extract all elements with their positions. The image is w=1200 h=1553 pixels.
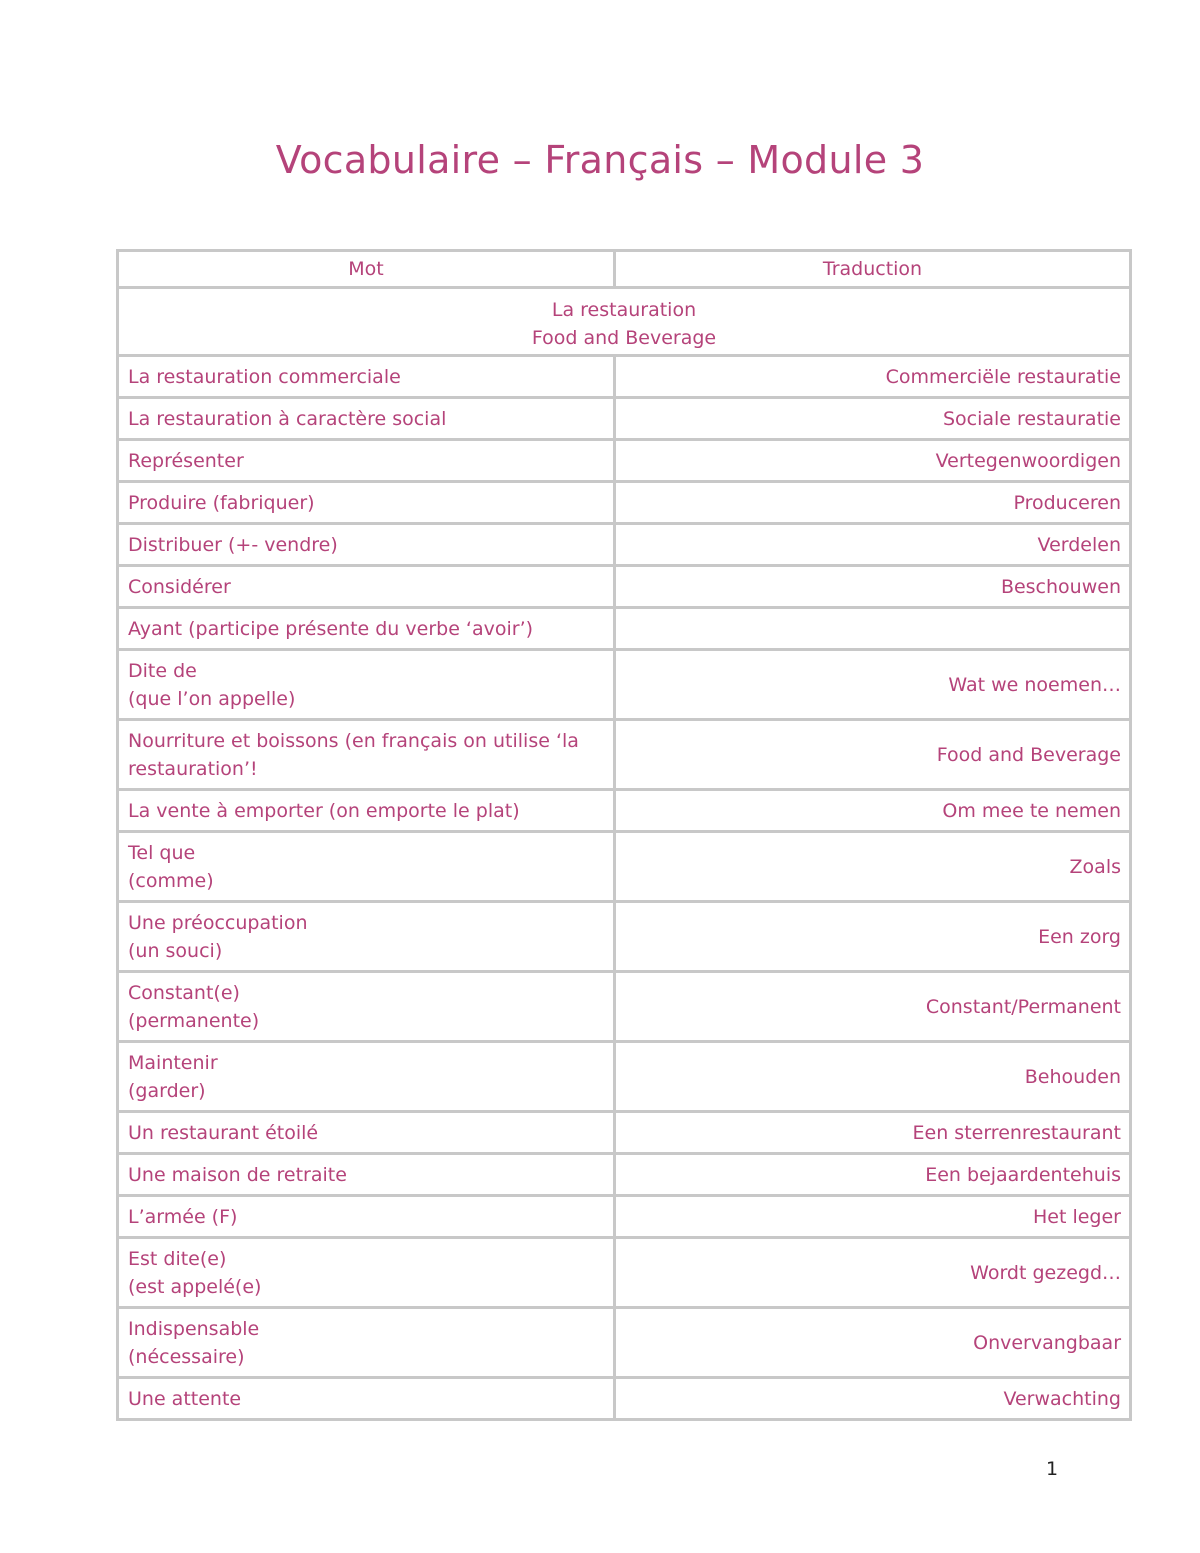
header-translation: Traduction <box>615 251 1131 288</box>
word-text: Considérer <box>128 575 231 598</box>
table-row <box>118 1154 1131 1196</box>
translation-cell: Onvervangbaar <box>615 1308 1131 1378</box>
translation-cell: Vertegenwoordigen <box>615 440 1131 482</box>
table-row <box>118 1196 1131 1238</box>
word-cell <box>118 720 615 790</box>
word-cell <box>118 972 615 1042</box>
word-cell <box>118 440 615 482</box>
word-text: Produire (fabriquer) <box>128 491 315 514</box>
word-text: (que l’on appelle) <box>128 687 296 710</box>
table-row <box>118 524 1131 566</box>
word-text: La vente à emporter (on emporte le plat) <box>128 799 520 822</box>
translation-cell: Een zorg <box>615 902 1131 972</box>
word-text: L’armée (F) <box>128 1205 238 1228</box>
word-cell <box>118 1112 615 1154</box>
translation-cell: Behouden <box>615 1042 1131 1112</box>
section-row <box>118 288 1131 356</box>
translation-cell: Beschouwen <box>615 566 1131 608</box>
translation-cell: Het leger <box>615 1196 1131 1238</box>
word-cell <box>118 790 615 832</box>
table-row <box>118 398 1131 440</box>
word-text: (permanente) <box>128 1009 260 1032</box>
table-row <box>118 482 1131 524</box>
translation-cell: Constant/Permanent <box>615 972 1131 1042</box>
translation-cell: Verdelen <box>615 524 1131 566</box>
word-text: restauration’! <box>128 757 258 780</box>
word-cell <box>118 1042 615 1112</box>
table-row <box>118 832 1131 902</box>
table-row <box>118 1112 1131 1154</box>
vocabulary-table <box>116 249 1132 1421</box>
translation-cell: Food and Beverage <box>615 720 1131 790</box>
translation-cell: Sociale restauratie <box>615 398 1131 440</box>
table-row <box>118 790 1131 832</box>
word-cell <box>118 398 615 440</box>
word-cell <box>118 524 615 566</box>
word-text: La restauration à caractère social <box>128 407 447 430</box>
word-cell <box>118 1154 615 1196</box>
header-word: Mot <box>118 251 615 288</box>
word-text: Nourriture et boissons (en français on utilise ‘la <box>128 729 579 752</box>
word-text: Dite de <box>128 659 197 682</box>
translation-cell <box>615 608 1131 650</box>
table-row <box>118 1378 1131 1420</box>
page-number: 1 <box>1046 1458 1059 1480</box>
translation-cell: Verwachting <box>615 1378 1131 1420</box>
word-cell <box>118 566 615 608</box>
word-text: Maintenir <box>128 1051 218 1074</box>
word-text: Constant(e) <box>128 981 240 1004</box>
word-cell <box>118 650 615 720</box>
word-text: Une préoccupation <box>128 911 308 934</box>
table-row <box>118 1308 1131 1378</box>
table-row <box>118 720 1131 790</box>
table-row <box>118 608 1131 650</box>
translation-cell: Een bejaardentehuis <box>615 1154 1131 1196</box>
translation-cell: Om mee te nemen <box>615 790 1131 832</box>
word-cell <box>118 608 615 650</box>
translation-cell: Een sterrenrestaurant <box>615 1112 1131 1154</box>
table-row <box>118 566 1131 608</box>
word-cell <box>118 1238 615 1308</box>
word-text: Représenter <box>128 449 244 472</box>
table-row <box>118 902 1131 972</box>
word-cell <box>118 1308 615 1378</box>
word-text: (est appelé(e) <box>128 1275 262 1298</box>
translation-cell: Zoals <box>615 832 1131 902</box>
table-row <box>118 356 1131 398</box>
word-text: Distribuer (+- vendre) <box>128 533 338 556</box>
table-row <box>118 650 1131 720</box>
section-title-fr: La restauration <box>551 299 697 321</box>
word-cell <box>118 356 615 398</box>
word-text: (nécessaire) <box>128 1345 245 1368</box>
word-text: (un souci) <box>128 939 223 962</box>
word-text: Tel que <box>128 841 196 864</box>
word-cell <box>118 902 615 972</box>
table-row <box>118 1042 1131 1112</box>
table-row <box>118 1238 1131 1308</box>
translation-cell: Produceren <box>615 482 1131 524</box>
table-row <box>118 972 1131 1042</box>
word-cell <box>118 1378 615 1420</box>
word-text: Une maison de retraite <box>128 1163 347 1186</box>
word-text: (garder) <box>128 1079 206 1102</box>
word-text: Une attente <box>128 1387 242 1410</box>
vocabulary-body <box>118 288 1131 1420</box>
translation-cell: Wat we noemen… <box>615 650 1131 720</box>
word-text: (comme) <box>128 869 214 892</box>
section-title-en: Food and Beverage <box>531 327 717 349</box>
word-text: Un restaurant étoilé <box>128 1121 319 1144</box>
word-text: Ayant (participe présente du verbe ‘avoir’) <box>128 617 534 640</box>
word-text: Indispensable <box>128 1317 260 1340</box>
page-title: Vocabulaire – Français – Module 3 <box>275 138 925 182</box>
word-cell <box>118 832 615 902</box>
table-row <box>118 440 1131 482</box>
word-cell <box>118 482 615 524</box>
section-heading <box>118 288 1131 356</box>
word-cell <box>118 1196 615 1238</box>
translation-cell: Wordt gezegd… <box>615 1238 1131 1308</box>
word-text: Est dite(e) <box>128 1247 227 1270</box>
translation-cell: Commerciële restauratie <box>615 356 1131 398</box>
word-text: La restauration commerciale <box>128 365 401 388</box>
